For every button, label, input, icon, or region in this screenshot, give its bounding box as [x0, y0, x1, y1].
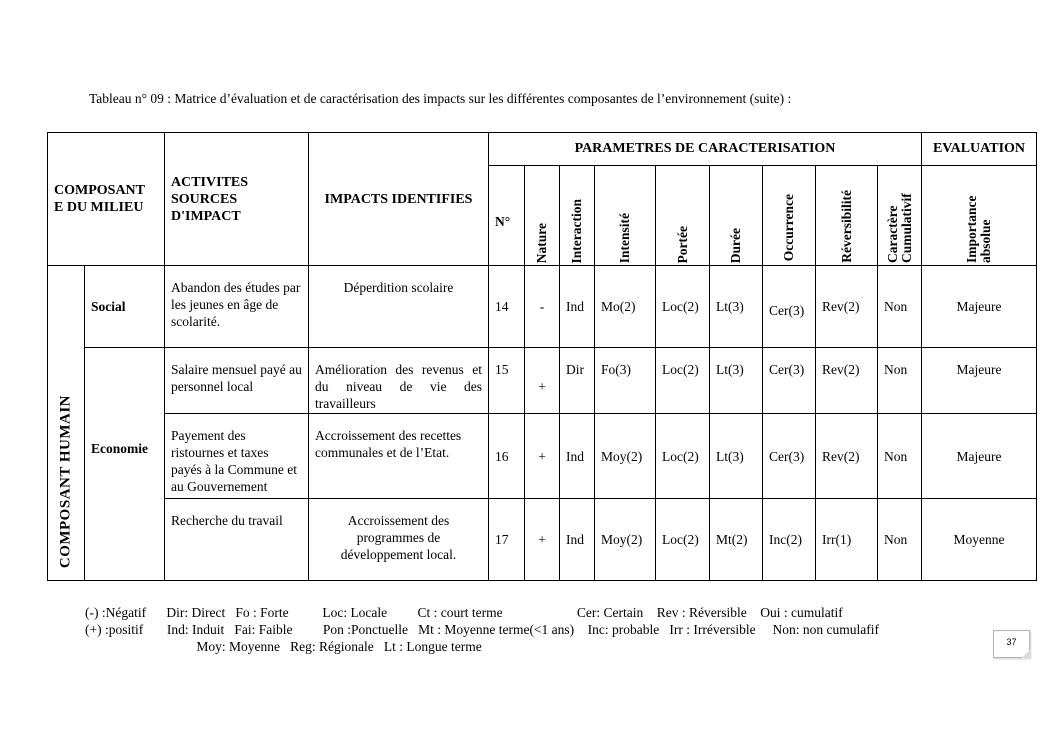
- row-num: 16: [489, 414, 525, 499]
- row-num: 15: [489, 348, 525, 414]
- row-impact: Accroissement des recettes communales et de l’Etat.: [309, 414, 489, 499]
- row-occurrence: Cer(3): [763, 266, 816, 348]
- header-occurrence: Occurrence: [763, 166, 816, 266]
- header-portee: Portée: [656, 166, 710, 266]
- row-nature: +: [525, 414, 560, 499]
- row-intensite: Fo(3): [595, 348, 656, 414]
- row-occurrence: Cer(3): [763, 414, 816, 499]
- row-duree: Lt(3): [710, 348, 763, 414]
- table-row: [48, 499, 1037, 581]
- row-duree: Lt(3): [710, 414, 763, 499]
- header-impacts: IMPACTS IDENTIFIES: [309, 133, 489, 266]
- row-cumulatif: Non: [878, 414, 922, 499]
- row-portee: Loc(2): [656, 499, 710, 581]
- header-composante: COMPOSANT E DU MILIEU: [48, 133, 165, 266]
- header-parametres: PARAMETRES DE CARACTERISATION: [489, 133, 922, 166]
- legend-line-3: Moy: Moyenne Reg: Régionale Lt : Longue terme: [85, 639, 482, 654]
- row-reversibilite: Irr(1): [816, 499, 878, 581]
- row-nature: +: [525, 348, 560, 414]
- row-importance: Majeure: [922, 266, 1037, 348]
- category-social: Social: [85, 266, 165, 348]
- row-cumulatif: Non: [878, 348, 922, 414]
- row-portee: Loc(2): [656, 414, 710, 499]
- row-activite: Abandon des études par les jeunes en âge de scolarité.: [165, 266, 309, 348]
- row-activite: Payement des ristournes et taxes payés à la Commune et au Gouvernement: [165, 414, 309, 499]
- row-impact: Déperdition scolaire: [309, 266, 489, 348]
- row-intensite: Mo(2): [595, 266, 656, 348]
- table-row: [48, 414, 1037, 499]
- row-reversibilite: Rev(2): [816, 348, 878, 414]
- row-impact: Amélioration des revenus et du niveau de vie des travailleurs: [309, 348, 489, 414]
- row-interaction: Ind: [560, 266, 595, 348]
- legend-line-1: (-) :Négatif Dir: Direct Fo : Forte Loc: Locale Ct : court terme Cer: Certain Rev : Réversible Oui : cumulatif: [85, 605, 843, 620]
- header-evaluation: EVALUATION: [922, 133, 1037, 166]
- composante-group: COMPOSANT HUMAIN: [48, 266, 85, 581]
- row-portee: Loc(2): [656, 348, 710, 414]
- header-nature: Nature: [525, 166, 560, 266]
- row-num: 14: [489, 266, 525, 348]
- legend-line-2: (+) :positif Ind: Induit Fai: Faible Pon :Ponctuelle Mt : Moyenne terme(<1 ans) Inc: probable Irr : Irréversible Non: non cumulafif: [85, 622, 879, 637]
- row-intensite: Moy(2): [595, 499, 656, 581]
- header-duree: Durée: [710, 166, 763, 266]
- row-importance: Majeure: [922, 348, 1037, 414]
- table-row: [48, 266, 1037, 348]
- row-intensite: Moy(2): [595, 414, 656, 499]
- header-importance: Importance absolue: [922, 166, 1037, 266]
- page-number: 37: [993, 630, 1030, 658]
- row-duree: Mt(2): [710, 499, 763, 581]
- row-activite: Recherche du travail: [165, 499, 309, 581]
- row-reversibilite: Rev(2): [816, 414, 878, 499]
- header-reversibilite: Réversibilité: [816, 166, 878, 266]
- row-importance: Majeure: [922, 414, 1037, 499]
- row-importance: Moyenne: [922, 499, 1037, 581]
- table-caption: Tableau n° 09 : Matrice d’évaluation et de caractérisation des impacts sur les différentes composantes de l’environnement (suite) :: [89, 91, 792, 106]
- table-row: [48, 348, 1037, 414]
- impact-matrix-table: [47, 132, 1037, 581]
- row-cumulatif: Non: [878, 266, 922, 348]
- row-num: 17: [489, 499, 525, 581]
- row-activite: Salaire mensuel payé au personnel local: [165, 348, 309, 414]
- row-cumulatif: Non: [878, 499, 922, 581]
- row-occurrence: Cer(3): [763, 348, 816, 414]
- row-nature: -: [525, 266, 560, 348]
- row-nature: +: [525, 499, 560, 581]
- row-portee: Loc(2): [656, 266, 710, 348]
- row-interaction: Ind: [560, 414, 595, 499]
- legend: [85, 604, 879, 655]
- row-reversibilite: Rev(2): [816, 266, 878, 348]
- header-interaction: Interaction: [560, 166, 595, 266]
- header-caractere: Caractère Cumulativif: [878, 166, 922, 266]
- row-impact: Accroissement des programmes de développement local.: [309, 499, 489, 581]
- row-duree: Lt(3): [710, 266, 763, 348]
- header-activites: ACTIVITES SOURCES D'IMPACT: [165, 133, 309, 266]
- row-interaction: Dir: [560, 348, 595, 414]
- header-intensite: Intensité: [595, 166, 656, 266]
- row-occurrence: Inc(2): [763, 499, 816, 581]
- category-economie: Economie: [85, 348, 165, 581]
- header-num: N°: [489, 166, 525, 266]
- row-interaction: Ind: [560, 499, 595, 581]
